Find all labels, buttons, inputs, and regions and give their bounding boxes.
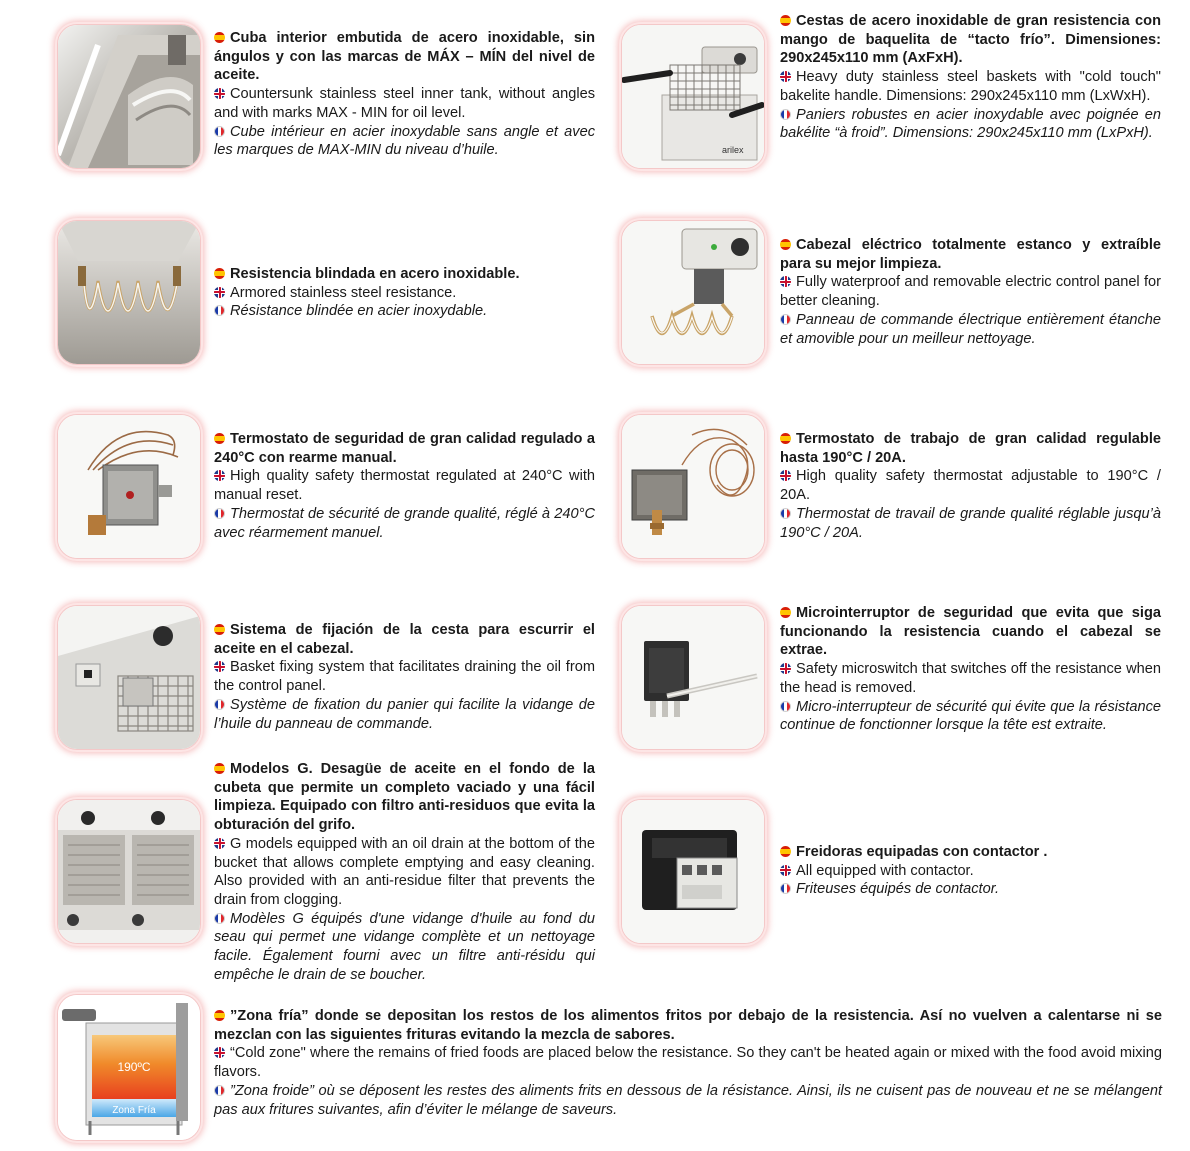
english-text: High quality safety thermostat regulated at 240°C with manual reset. — [214, 468, 595, 504]
spain-flag-icon — [214, 268, 225, 279]
france-flag-icon — [214, 126, 225, 137]
french-text: Panneau de commande électrique entièrement étanche et amovible pour un meilleur nettoyage. — [780, 311, 1161, 347]
uk-flag-icon — [780, 276, 791, 287]
uk-flag-icon — [214, 88, 225, 99]
french-text: ”Zona froide” où se déposent les restes des aliments frits en dessous de la résistance. Ainsi, ils ne cuisent pas de nouveau et ne se mélangent pas aux fritures suivantes, afin d’éviter le mélange de saveurs. — [214, 1082, 1162, 1118]
uk-flag-icon — [780, 663, 791, 674]
working-thermostat-image — [621, 414, 765, 559]
feature-microswitch — [780, 604, 1161, 735]
english-text: Safety microswitch that switches off the resistance when the head is removed. — [780, 661, 1161, 696]
france-flag-icon — [214, 699, 225, 710]
uk-flag-icon — [780, 865, 791, 876]
spain-flag-icon — [780, 15, 791, 26]
spain-flag-icon — [214, 32, 225, 43]
feature-working-thermostat — [780, 430, 1161, 542]
uk-flag-icon — [214, 287, 225, 298]
g-model-oil-drain-image — [57, 799, 201, 944]
contactor-image — [621, 799, 765, 944]
feature-basket-fixing — [214, 621, 595, 733]
feature-cold-zone — [214, 1007, 1162, 1119]
spanish-text: Termostato de trabajo de gran calidad regulable hasta 190°C / 20A. — [780, 431, 1161, 466]
french-text: Micro-interrupteur de sécurité qui évite que la résistance continue de fonctionner lorsque la tête est extraite. — [780, 698, 1161, 734]
uk-flag-icon — [780, 71, 791, 82]
english-text: Heavy duty stainless steel baskets with "cold touch" bakelite handle. Dimensions: 290x245x110 mm (LxWxH). — [780, 69, 1161, 104]
france-flag-icon — [214, 913, 225, 924]
feature-electric-head — [780, 236, 1161, 348]
uk-flag-icon — [214, 838, 225, 849]
spanish-text: Sistema de fijación de la cesta para escurrir el aceite en el cabezal. — [214, 622, 595, 657]
fryer-basket-image — [621, 24, 765, 169]
spain-flag-icon — [214, 1010, 225, 1021]
french-text: Modèles G équipés d'une vidange d'huile au fond du seau qui permet une vidange complète et un nettoyage facile. Également fourni avec un filtre anti-résidu qui empêche le drain de se boucher. — [214, 910, 595, 983]
feature-armored-resistance — [214, 265, 595, 321]
feature-inner-tank — [214, 29, 595, 160]
spanish-text: Cuba interior embutida de acero inoxidable, sin ángulos y con las marcas de MÁX – MÍN del nivel de aceite. — [214, 30, 595, 84]
spanish-text: Cestas de acero inoxidable de gran resistencia con mango de baquelita de “tacto frío”. Dimensiones: 290x245x110 mm (AxFxH). — [780, 13, 1161, 67]
basket-fixing-system-image — [57, 605, 201, 750]
safety-thermostat-image — [57, 414, 201, 559]
france-flag-icon — [780, 883, 791, 894]
spanish-text: Modelos G. Desagüe de aceite en el fondo de la cubeta que permite un completo vaciado y una fácil limpieza. Equipado con filtro anti-residuos que evita la obturación del grifo. — [214, 761, 595, 834]
uk-flag-icon — [780, 470, 791, 481]
english-text: High quality safety thermostat adjustable to 190°C / 20A. — [780, 468, 1161, 504]
spanish-text: Freidoras equipadas con contactor . — [796, 844, 1048, 860]
cold-zone-diagram — [57, 994, 201, 1141]
spain-flag-icon — [780, 607, 791, 618]
uk-flag-icon — [214, 1047, 225, 1058]
spanish-text: Microinterruptor de seguridad que evita que siga funcionando la resistencia cuando el cabezal se extrae. — [780, 605, 1161, 659]
feature-contactor — [780, 843, 1161, 899]
uk-flag-icon — [214, 661, 225, 672]
spanish-text: Resistencia blindada en acero inoxidable. — [230, 266, 520, 282]
france-flag-icon — [780, 314, 791, 325]
french-text: Cube intérieur en acier inoxydable sans angle et avec les marques de MAX-MIN du niveau d’huile. — [214, 123, 595, 159]
feature-safety-thermostat — [214, 430, 595, 542]
english-text: All equipped with contactor. — [796, 862, 974, 879]
armored-resistance-image — [57, 220, 201, 365]
english-text: Countersunk stainless steel inner tank, without angles and with marks MAX - MIN for oil level. — [214, 86, 595, 121]
french-text: Thermostat de travail de grande qualité réglable jusqu’à 190°C / 20A. — [780, 505, 1161, 541]
cold-zone-label: Zona Fría — [112, 1105, 156, 1116]
french-text: Paniers robustes en acier inoxydable avec poignée en bakélite “à froid”. Dimensions: 290x245x110 mm (LxPxH). — [780, 106, 1161, 142]
spanish-text: ”Zona fría” donde se depositan los restos de los alimentos fritos por debajo de la resistencia. Así no vuelven a calentarse ni se mezclan con las siguientes frituras evitando la mezcla de sabores. — [214, 1008, 1162, 1043]
french-text: Système de fixation du panier qui facilite la vidange de l’huile du panneau de commande. — [214, 696, 595, 732]
removable-electric-head-image — [621, 220, 765, 365]
france-flag-icon — [214, 1085, 225, 1096]
french-text: Thermostat de sécurité de grande qualité, réglé à 240°C avec réarmement manuel. — [214, 505, 595, 541]
france-flag-icon — [780, 109, 791, 120]
english-text: G models equipped with an oil drain at the bottom of the bucket that allows complete emptying and easy cleaning. Also provided with an anti-residue filter that prevents the drain from clogging. — [214, 835, 595, 908]
brand-logo-text: arilex — [722, 145, 744, 155]
stainless-inner-tank-image — [57, 24, 201, 169]
uk-flag-icon — [214, 470, 225, 481]
spanish-text: Cabezal eléctrico totalmente estanco y extraíble para su mejor limpieza. — [780, 237, 1161, 272]
safety-microswitch-image — [621, 605, 765, 750]
english-text: Basket fixing system that facilitates draining the oil from the control panel. — [214, 659, 595, 695]
spain-flag-icon — [214, 433, 225, 444]
english-text: Fully waterproof and removable electric control panel for better cleaning. — [780, 274, 1161, 310]
spain-flag-icon — [780, 433, 791, 444]
spain-flag-icon — [214, 624, 225, 635]
feature-baskets — [780, 12, 1161, 143]
english-text: Armored stainless steel resistance. — [230, 284, 457, 301]
france-flag-icon — [780, 701, 791, 712]
english-text: “Cold zone" where the remains of fried foods are placed below the resistance. So they can't be heated again or mixed with the food avoid mixing flavors. — [214, 1045, 1162, 1081]
france-flag-icon — [780, 508, 791, 519]
spanish-text: Termostato de seguridad de gran calidad regulado a 240°C con rearme manual. — [214, 431, 595, 466]
spain-flag-icon — [780, 239, 791, 250]
feature-g-model-drain — [214, 760, 595, 984]
oil-temperature-label: 190ºC — [117, 1060, 151, 1074]
spain-flag-icon — [214, 763, 225, 774]
french-text: Friteuses équipés de contactor. — [796, 881, 1000, 898]
france-flag-icon — [214, 305, 225, 316]
france-flag-icon — [214, 508, 225, 519]
spain-flag-icon — [780, 846, 791, 857]
french-text: Résistance blindée en acier inoxydable. — [230, 303, 488, 320]
